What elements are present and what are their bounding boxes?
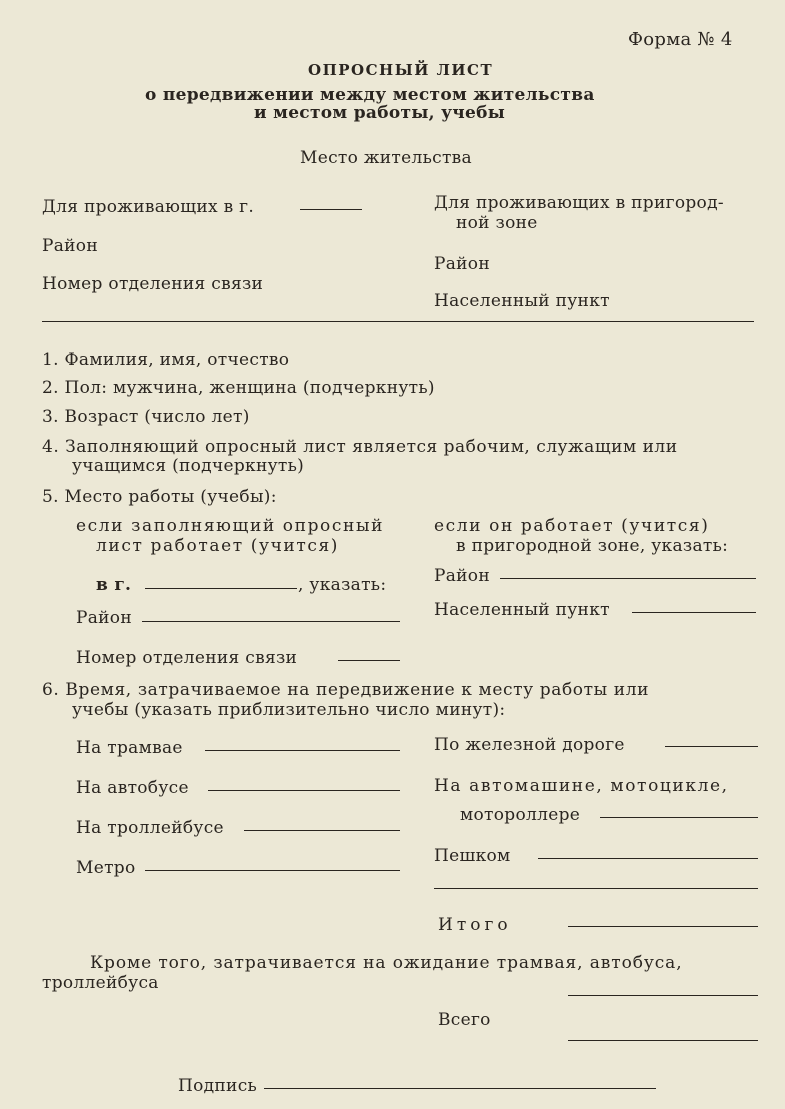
- work-city-district-label: Район: [76, 608, 132, 628]
- car-field[interactable]: [600, 817, 758, 818]
- form-subtitle-line2: и местом работы, учебы: [254, 103, 506, 123]
- walk-label: Пешком: [434, 846, 511, 866]
- question-4-line2: учащимся (подчеркнуть): [72, 456, 305, 476]
- waiting-line2: троллейбуса: [42, 973, 159, 993]
- bus-label: На автобусе: [76, 778, 189, 798]
- work-city-field[interactable]: [145, 588, 297, 589]
- tram-field[interactable]: [205, 750, 400, 751]
- metro-label: Метро: [76, 858, 136, 878]
- work-suburb-district-label: Район: [434, 566, 490, 586]
- form-subtitle-line1: о передвижении между местом жительства: [145, 85, 595, 105]
- work-city-post-office-field[interactable]: [338, 660, 400, 661]
- section-divider: [42, 321, 754, 322]
- railway-field[interactable]: [665, 746, 758, 747]
- work-city-district-field[interactable]: [142, 621, 400, 622]
- work-city-line1: если заполняющий опросный: [76, 516, 385, 536]
- suburb-district-label: Район: [434, 254, 490, 274]
- walk-field[interactable]: [538, 858, 758, 859]
- suburb-settlement-label: Населенный пункт: [434, 291, 610, 311]
- work-suburb-settlement-field[interactable]: [632, 612, 756, 613]
- total-label: Итого: [438, 915, 512, 935]
- car-label-line1: На автомашине, мотоцикле,: [434, 776, 729, 796]
- trolleybus-field[interactable]: [244, 830, 400, 831]
- question-1: 1. Фамилия, имя, отчество: [42, 350, 290, 370]
- work-city-prefix: в г.: [96, 575, 132, 595]
- question-2: 2. Пол: мужчина, женщина (подчеркнуть): [42, 378, 435, 398]
- work-city-line2: лист работает (учится): [96, 536, 340, 556]
- waiting-line1: Кроме того, затрачивается на ожидание трамвая, автобуса,: [90, 953, 683, 973]
- total-field[interactable]: [568, 926, 758, 927]
- grand-total-label: Всего: [438, 1010, 491, 1030]
- waiting-field[interactable]: [568, 995, 758, 996]
- suburb-residence-label-line1: Для проживающих в пригород-: [434, 193, 724, 213]
- work-suburb-line1: если он работает (учится): [434, 516, 710, 536]
- tram-label: На трамвае: [76, 738, 183, 758]
- signature-field[interactable]: [264, 1088, 656, 1089]
- residence-heading: Место жительства: [300, 148, 472, 168]
- walk-extra-line: [434, 888, 758, 889]
- city-residence-label: Для проживающих в г.: [42, 197, 255, 217]
- question-5: 5. Место работы (учебы):: [42, 487, 277, 507]
- work-city-post-office-label: Номер отделения связи: [76, 648, 298, 668]
- work-suburb-line2: в пригородной зоне, указать:: [456, 536, 729, 556]
- work-suburb-district-field[interactable]: [500, 578, 756, 579]
- car-label-line2: мотороллере: [460, 805, 581, 825]
- work-suburb-settlement-label: Населенный пункт: [434, 600, 610, 620]
- grand-total-field[interactable]: [568, 1040, 758, 1041]
- form-number: Форма № 4: [628, 29, 733, 50]
- metro-field[interactable]: [145, 870, 400, 871]
- question-6-line1: 6. Время, затрачиваемое на передвижение к месту работы или: [42, 680, 650, 700]
- bus-field[interactable]: [208, 790, 400, 791]
- city-residence-field[interactable]: [300, 209, 362, 210]
- form-title: ОПРОСНЫЙ ЛИСТ: [308, 61, 494, 79]
- work-city-suffix: , указать:: [298, 575, 387, 595]
- trolleybus-label: На троллейбусе: [76, 818, 224, 838]
- railway-label: По железной дороге: [434, 735, 625, 755]
- signature-label: Подпись: [178, 1076, 258, 1096]
- question-3: 3. Возраст (число лет): [42, 407, 250, 427]
- question-6-line2: учебы (указать приблизительно число минут):: [72, 700, 506, 720]
- question-4-line1: 4. Заполняющий опросный лист является рабочим, служащим или: [42, 437, 678, 457]
- residence-post-office-label: Номер отделения связи: [42, 274, 264, 294]
- residence-district-label: Район: [42, 236, 98, 256]
- suburb-residence-label-line2: ной зоне: [456, 213, 538, 233]
